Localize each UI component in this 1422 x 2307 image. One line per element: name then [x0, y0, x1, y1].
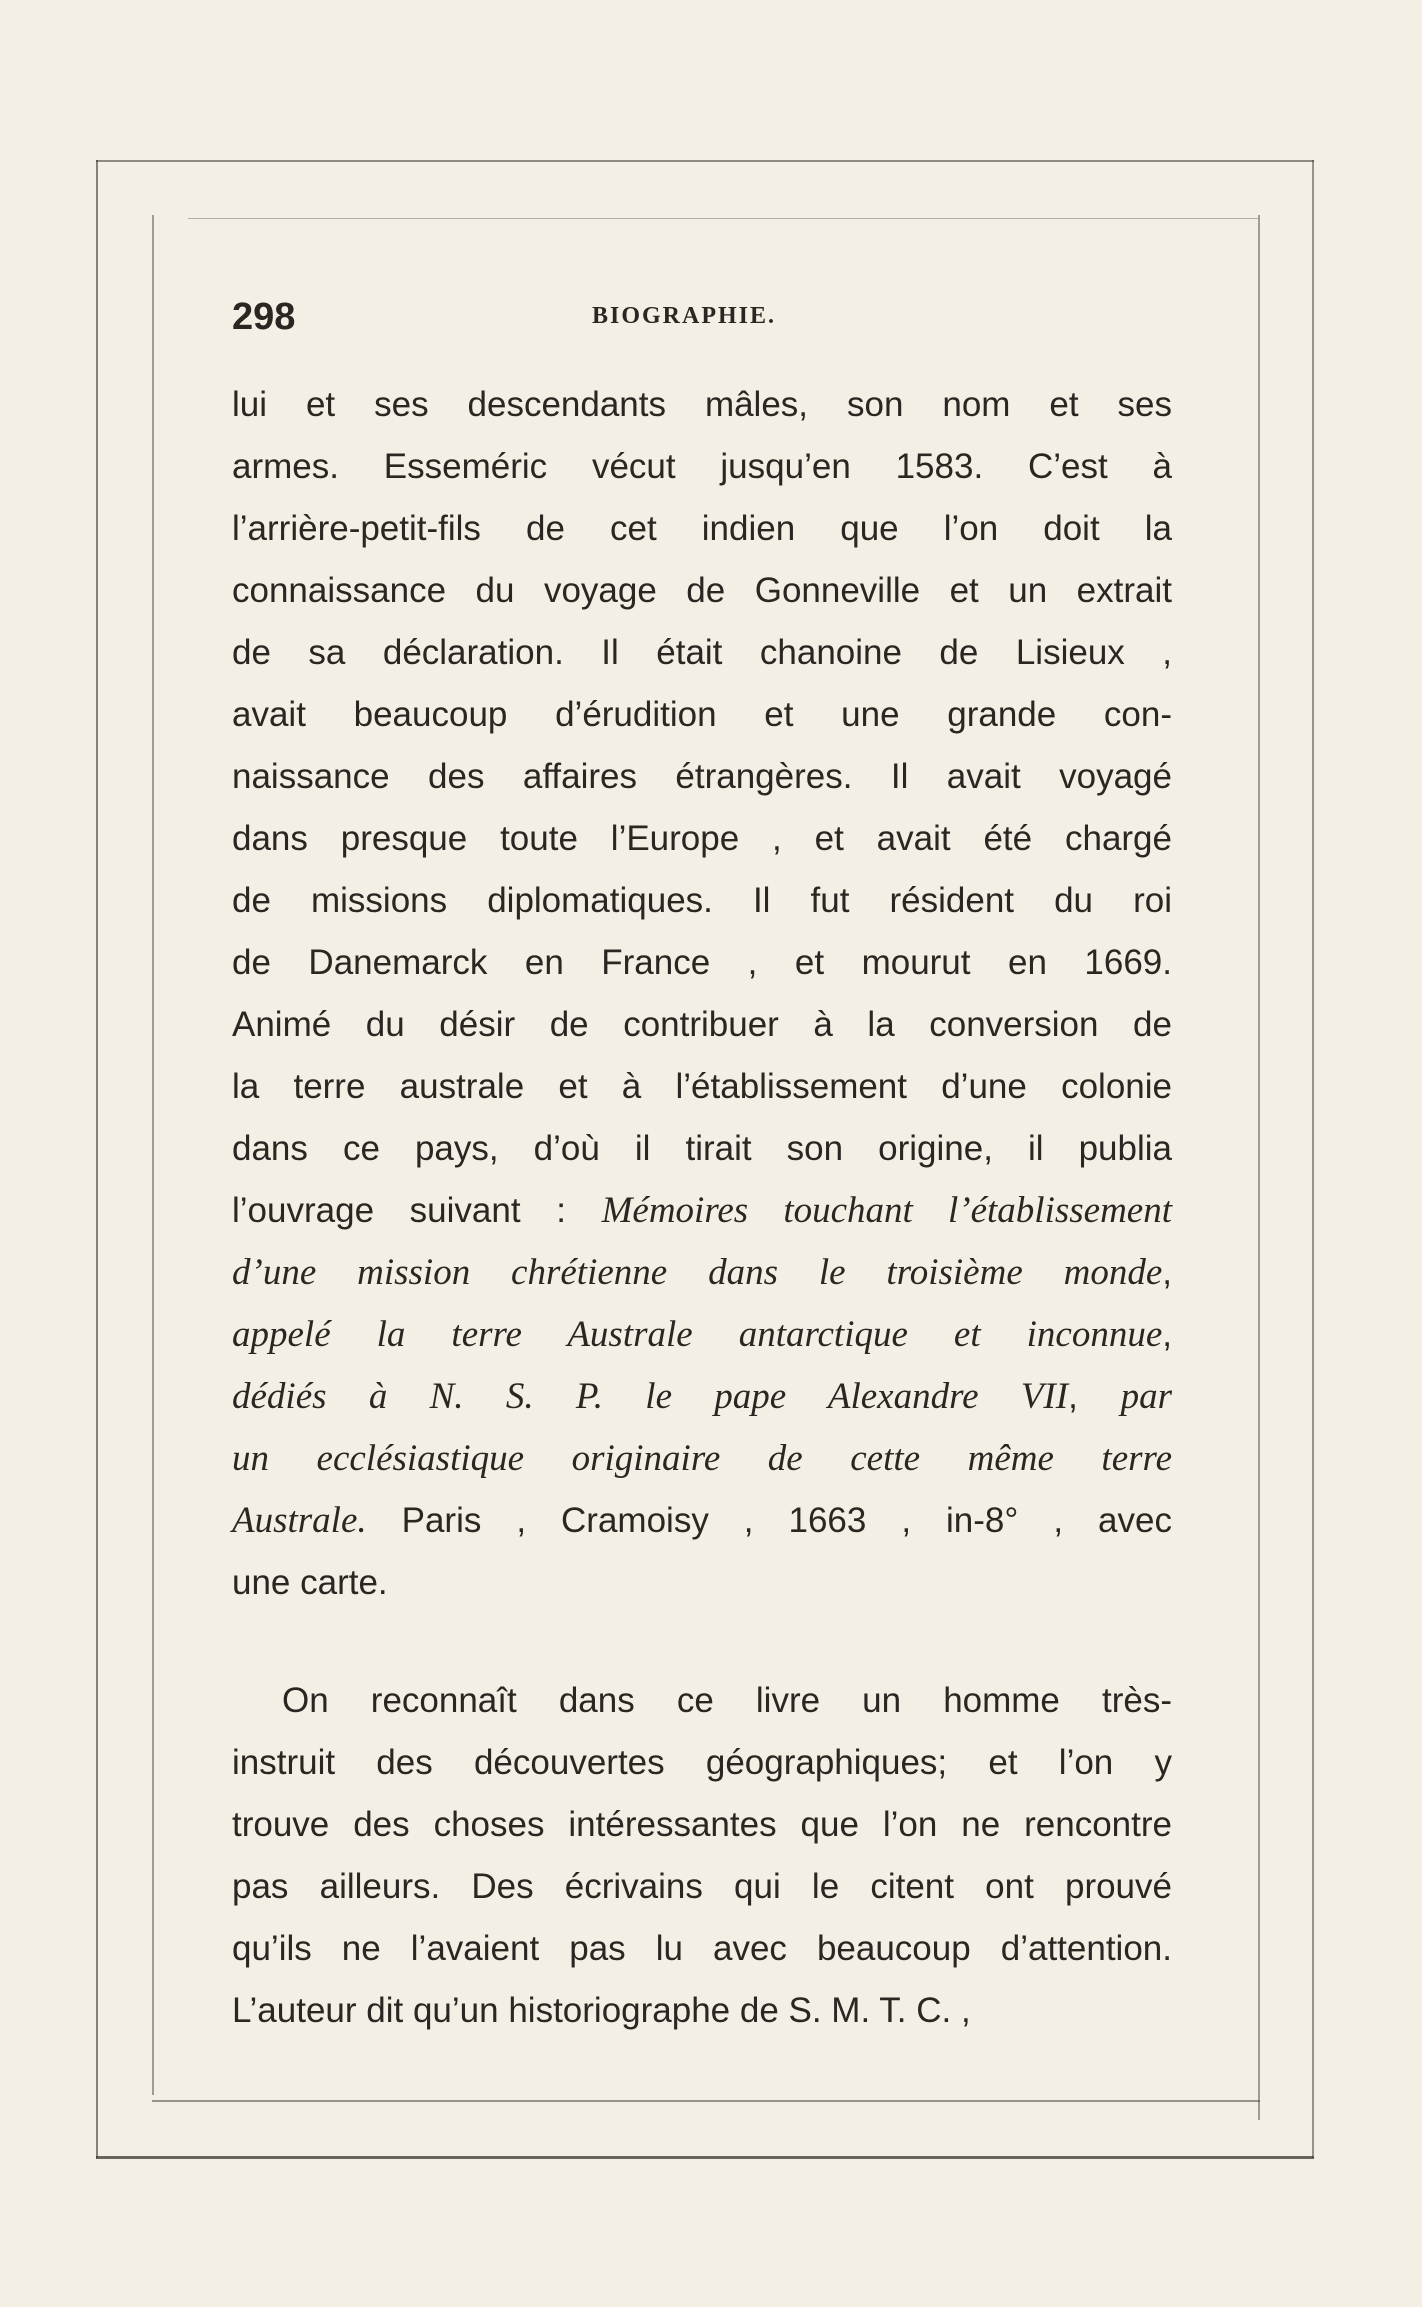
page-edge-bottom — [96, 2156, 1314, 2159]
text-line — [232, 808, 1172, 870]
italic-text: Australe. — [232, 1500, 367, 1541]
text-line — [232, 1118, 1172, 1180]
page-edge-left — [96, 160, 98, 2158]
paragraph — [232, 1670, 1172, 2042]
text-line — [232, 932, 1172, 994]
text-segment: de missions diplomatiques. Il fut résident du roi — [232, 881, 1172, 920]
text-segment: naissance des affaires étrangères. Il avait voyagé — [232, 757, 1172, 796]
text-line — [232, 498, 1172, 560]
text-segment: trouve des choses intéressantes que l’on ne rencontre — [232, 1805, 1172, 1844]
text-segment: avait beaucoup d’érudition et une grande con- — [232, 695, 1172, 734]
text-segment: l’ouvrage suivant : — [232, 1191, 602, 1230]
text-line — [232, 1552, 1172, 1614]
text-segment: Paris , Cramoisy , 1663 , in-8° , avec — [366, 1501, 1172, 1540]
text-line — [232, 374, 1172, 436]
text-line — [232, 1980, 1172, 2042]
text-line — [232, 1366, 1172, 1428]
page-number: 298 — [232, 296, 296, 338]
text-line — [232, 684, 1172, 746]
text-line — [232, 622, 1172, 684]
text-segment: , — [1162, 1253, 1172, 1292]
text-line — [232, 1856, 1172, 1918]
italic-text: un ecclésiastique originaire de cette même terre — [232, 1438, 1172, 1479]
text-line — [232, 870, 1172, 932]
text-segment: dans ce pays, d’où il tirait son origine, il publia — [232, 1129, 1172, 1168]
page-header — [232, 296, 1232, 340]
text-line — [232, 1794, 1172, 1856]
text-segment: l’arrière-petit-fils de cet indien que l’on doit la — [232, 509, 1172, 548]
text-segment: , — [1162, 1315, 1172, 1354]
text-line — [232, 1670, 1172, 1732]
italic-text: d’une mission chrétienne dans le troisième monde — [232, 1252, 1163, 1293]
page-border-right — [1258, 215, 1260, 2120]
text-segment: qu’ils ne l’avaient pas lu avec beaucoup d’attention. — [232, 1929, 1172, 1968]
text-line — [232, 560, 1172, 622]
page-border-bottom — [152, 2100, 1260, 2102]
text-segment: , — [1068, 1377, 1121, 1416]
text-line — [232, 1242, 1172, 1304]
text-segment: une carte. — [232, 1563, 388, 1602]
italic-text: Mémoires touchant l’établissement — [601, 1190, 1173, 1231]
italic-text: par — [1120, 1376, 1172, 1417]
text-segment: pas ailleurs. Des écrivains qui le citent ont prouvé — [232, 1867, 1172, 1906]
text-segment: Animé du désir de contribuer à la conversion de — [232, 1005, 1172, 1044]
text-segment: la terre australe et à l’établissement d’une colonie — [232, 1067, 1172, 1106]
text-segment: lui et ses descendants mâles, son nom et ses — [232, 385, 1172, 424]
paragraph-gap — [232, 1614, 1172, 1670]
text-segment: On reconnaît dans ce livre un homme très- — [282, 1681, 1172, 1720]
text-segment: de sa déclaration. Il était chanoine de Lisieux , — [232, 633, 1172, 672]
text-line — [232, 1490, 1172, 1552]
body-text — [232, 374, 1172, 2042]
text-segment: dans presque toute l’Europe , et avait été chargé — [232, 819, 1172, 858]
page-border-left — [152, 215, 154, 2095]
text-segment: de Danemarck en France , et mourut en 1669. — [232, 943, 1172, 982]
text-segment: L’auteur dit qu’un historiographe de S. M. T. C. , — [232, 1991, 971, 2030]
text-line — [232, 1918, 1172, 1980]
text-line — [232, 1056, 1172, 1118]
text-line — [232, 1732, 1172, 1794]
text-line — [232, 436, 1172, 498]
text-segment: connaissance du voyage de Gonneville et un extrait — [232, 571, 1172, 610]
italic-text: dédiés à N. S. P. le pape Alexandre VII — [232, 1376, 1069, 1417]
text-line — [232, 994, 1172, 1056]
text-line — [232, 1428, 1172, 1490]
running-head: BIOGRAPHIE. — [592, 303, 777, 329]
page-edge-right — [1312, 160, 1314, 2158]
text-line — [232, 746, 1172, 808]
page-edge-top — [96, 160, 1314, 162]
page-border-top — [188, 218, 1258, 219]
text-line — [232, 1180, 1172, 1242]
italic-text: appelé la terre Australe antarctique et inconnue — [232, 1314, 1163, 1355]
text-segment: armes. Esseméric vécut jusqu’en 1583. C’est à — [232, 447, 1172, 486]
text-segment: instruit des découvertes géographiques; et l’on y — [232, 1743, 1172, 1782]
paragraph — [232, 374, 1172, 1614]
text-line — [232, 1304, 1172, 1366]
